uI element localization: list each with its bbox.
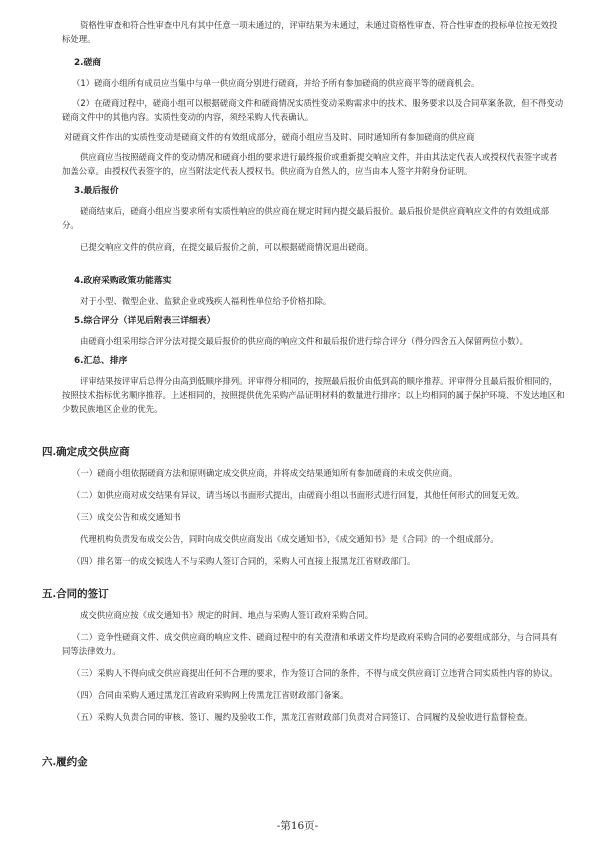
page-number: -第16页- bbox=[276, 820, 319, 832]
section-4-paragraph-3: （三）成交公告和成交通知书 bbox=[72, 512, 181, 522]
score-paragraph: 由磋商小组采用综合评分法对提交最后报价的供应商的响应文件和最后报价进行综合评分（得分四舍五入保留两位小数）。 bbox=[80, 336, 529, 346]
section-5-heading: 五.合同的签订 bbox=[42, 588, 109, 600]
section-5-paragraph-4: （四）合同由采购人通过黑龙江省政府采购网上传黑龙江省财政部门备案。 bbox=[72, 690, 349, 700]
policy-paragraph: 对于小型、微型企业、监狱企业或残疾人福利性单位给予价格扣除。 bbox=[80, 296, 332, 306]
policy-heading: 4.政府采购政策功能落实 bbox=[74, 276, 172, 286]
rank-heading: 6.汇总、排序 bbox=[74, 356, 128, 366]
section-5-paragraph-3: （三）采购人不得向成交供应商提出任何不合理的要求，作为签订合同的条件，不得与成交供应商订立违背合同实质性内容的协议。 bbox=[72, 668, 558, 678]
score-heading: 5.综合评分（详见后附表三详细表） bbox=[74, 316, 216, 326]
rank-paragraph: 评审结果按评审后总得分由高到低顺序排列。评审得分相同的，按照最后报价由低到高的顺序推荐。评审得分且最后报价相同的，按照技术指标优劣顺序推荐。上述相同的，按照提供优先采购产品证明材料的数量进行排序；以上均相同的属于保护环境、不发达地区和少数民族地区企业的优先。 bbox=[62, 376, 565, 414]
consult-paragraph-2: （2）在磋商过程中，磋商小组可以根据磋商文件和磋商情况实质性变动采购需求中的技术、服务要求以及合同草案条款，但不得变动磋商文件中的其他内容。实质性变动的内容，须经采购人代表确认。 bbox=[62, 98, 564, 122]
final-quote-paragraph-2: 已提交响应文件的供应商，在提交最后报价之前，可以根据磋商情况退出磋商。 bbox=[80, 242, 374, 252]
section-5-paragraph-5: （五）采购人负责合同的审核、签订、履约及验收工作，黑龙江省财政部门负责对合同签订、合同履约及验收进行监督检查。 bbox=[72, 712, 533, 722]
section-4-paragraph-5: （四）排名第一的成交候选人不与采购人签订合同的，采购人可直接上报黑龙江省财政部门。 bbox=[72, 556, 416, 566]
section-5-paragraph-2: （二）竞争性磋商文件、成交供应商的响应文件、磋商过程中的有关澄清和承诺文件均是政府采购合同的必要组成部分，与合同具有同等法律效力。 bbox=[62, 632, 558, 656]
section-4-paragraph-1: （一）磋商小组依据磋商方法和原则确定成交供应商，并将成交结果通知所有参加磋商的未成交供应商。 bbox=[72, 468, 458, 478]
final-quote-heading: 3.最后报价 bbox=[74, 186, 119, 196]
section-4-paragraph-4: 代理机构负责发布成交公告，同时向成交供应商发出《成交通知书》，《成交通知书》是《合同》的一个组成部分。 bbox=[80, 534, 499, 544]
page-content bbox=[42, 10, 565, 770]
section-5-paragraph-1: 成交供应商应按《成交通知书》规定的时间、地点与采购人签订政府采购合同。 bbox=[80, 610, 374, 620]
final-quote-paragraph-1: 磋商结束后，磋商小组应当要求所有实质性响应的供应商在规定时间内提交最后报价。最后报价是供应商响应文件的有效组成部分。 bbox=[62, 206, 549, 230]
intro-paragraph: 资格性审查和符合性审查中凡有其中任意一项未通过的，评审结果为未通过，未通过资格性审查、符合性审查的投标单位按无效投标处理。 bbox=[62, 20, 558, 44]
consult-heading: 2.磋商 bbox=[74, 58, 102, 68]
consult-paragraph-4: 供应商应当按照磋商文件的变动情况和磋商小组的要求进行最终报价或重新提交响应文件，并由其法定代表人或授权代表签字或者加盖公章。由授权代表签字的，应当附法定代表人授权书。供应商为自然人的，应当由本人签字并附身份证明。 bbox=[62, 152, 558, 176]
section-4-heading: 四.确定成交供应商 bbox=[42, 446, 130, 458]
section-6-heading: 六.履约金 bbox=[42, 756, 88, 768]
section-4-paragraph-2: （二）如供应商对成交结果有异议，请当场以书面形式提出，由磋商小组以书面形式进行回复，其他任何形式的回复无效。 bbox=[72, 490, 525, 500]
consult-paragraph-1: （1）磋商小组所有成员应当集中与单一供应商分别进行磋商，并给予所有参加磋商的供应商平等的磋商机会。 bbox=[72, 78, 480, 88]
consult-paragraph-3: 对磋商文件作出的实质性变动是磋商文件的有效组成部分，磋商小组应当及时、同时通知所有参加磋商的供应商 bbox=[64, 132, 475, 142]
